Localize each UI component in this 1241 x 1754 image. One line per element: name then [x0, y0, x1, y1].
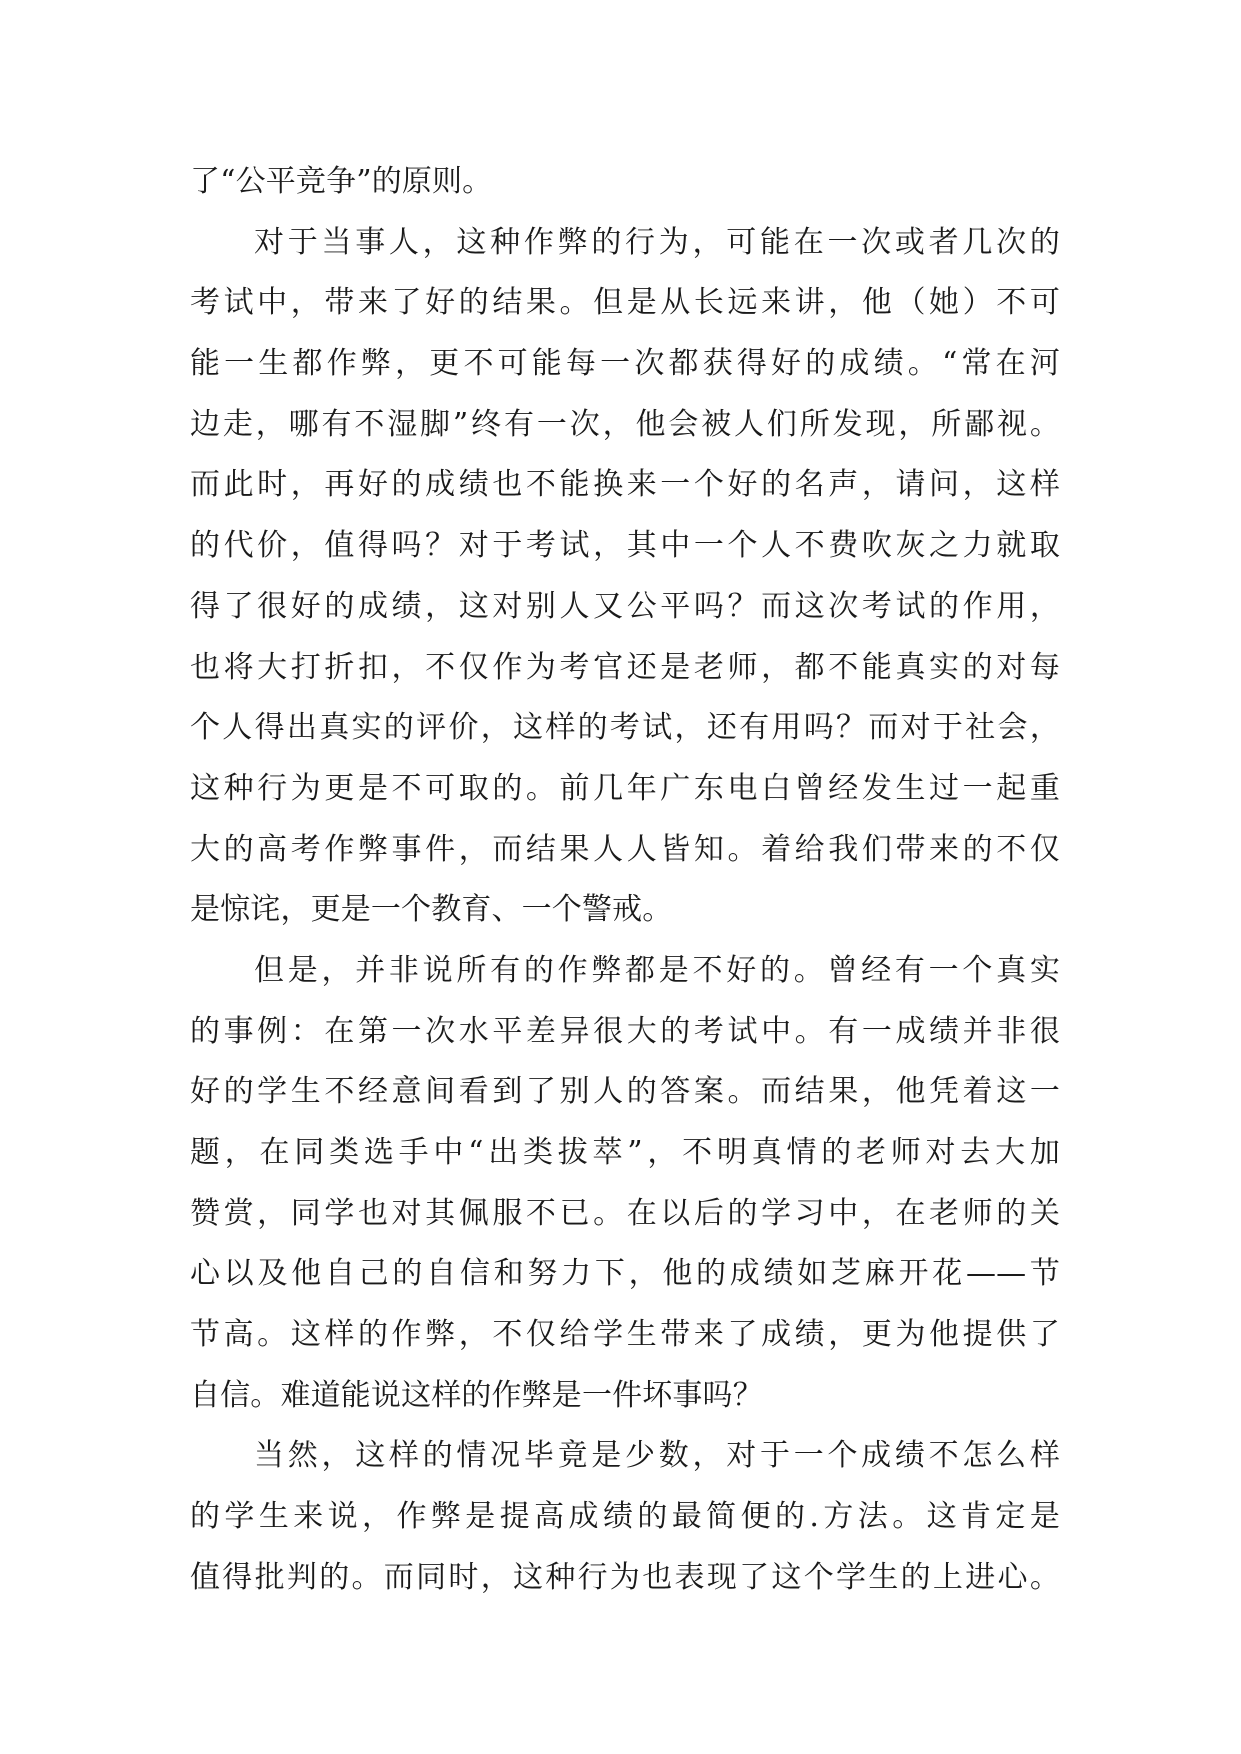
paragraph-first-line: 对于当事人，这种作弊的行为，可能在一次或者几次的 — [254, 224, 1060, 260]
text-line: 考试中，带来了好的结果。但是从长远来讲，他（她）不可 — [190, 285, 1060, 321]
text-line: 好的学生不经意间看到了别人的答案。而结果，他凭着这一 — [190, 1074, 1060, 1110]
text-line: 大的高考作弊事件，而结果人人皆知。着给我们带来的不仅 — [190, 831, 1060, 867]
text-line: 边走，哪有不湿脚”终有一次，他会被人们所发现，所鄙视。 — [190, 406, 1060, 442]
text-line: 的代价，值得吗？对于考试，其中一个人不费吹灰之力就取 — [190, 528, 1060, 564]
paragraph-first-line: 当然，这样的情况毕竟是少数，对于一个成绩不怎么样 — [254, 1438, 1060, 1474]
text-line: 能一生都作弊，更不可能每一次都获得好的成绩。“常在河 — [190, 346, 1060, 382]
text-line: 也将大打折扣，不仅作为考官还是老师，都不能真实的对每 — [190, 649, 1060, 685]
text-line: 得了很好的成绩，这对别人又公平吗？而这次考试的作用， — [190, 588, 1060, 624]
text-line: 值得批判的。而同时，这种行为也表现了这个学生的上进心。 — [190, 1559, 1060, 1595]
text-line: 赞赏，同学也对其佩服不已。在以后的学习中，在老师的关 — [190, 1195, 1060, 1231]
text-line: 了“公平竞争”的原则。 — [190, 164, 493, 199]
text-line: 题，在同类选手中“出类拔萃”，不明真情的老师对去大加 — [190, 1135, 1060, 1170]
text-line: 的学生来说，作弊是提高成绩的最简便的.方法。这肯定是 — [190, 1499, 1060, 1535]
paragraph-first-line: 但是，并非说所有的作弊都是不好的。曾经有一个真实 — [254, 952, 1060, 988]
text-line: 心以及他自己的自信和努力下，他的成绩如芝麻开花——节 — [190, 1256, 1060, 1292]
text-line: 这种行为更是不可取的。前几年广东电白曾经发生过一起重 — [190, 770, 1060, 806]
text-line: 的事例：在第一次水平差异很大的考试中。有一成绩并非很 — [190, 1013, 1060, 1049]
text-line: 节高。这样的作弊，不仅给学生带来了成绩，更为他提供了 — [190, 1317, 1060, 1353]
text-line: 个人得出真实的评价，这样的考试，还有用吗？而对于社会， — [190, 710, 1060, 746]
text-line: 自信。难道能说这样的作弊是一件坏事吗？ — [190, 1377, 763, 1413]
text-line: 而此时，再好的成绩也不能换来一个好的名声，请问，这样 — [190, 467, 1060, 503]
body-text — [190, 152, 1060, 1609]
text-line: 是惊诧，更是一个教育、一个警戒。 — [190, 892, 673, 928]
